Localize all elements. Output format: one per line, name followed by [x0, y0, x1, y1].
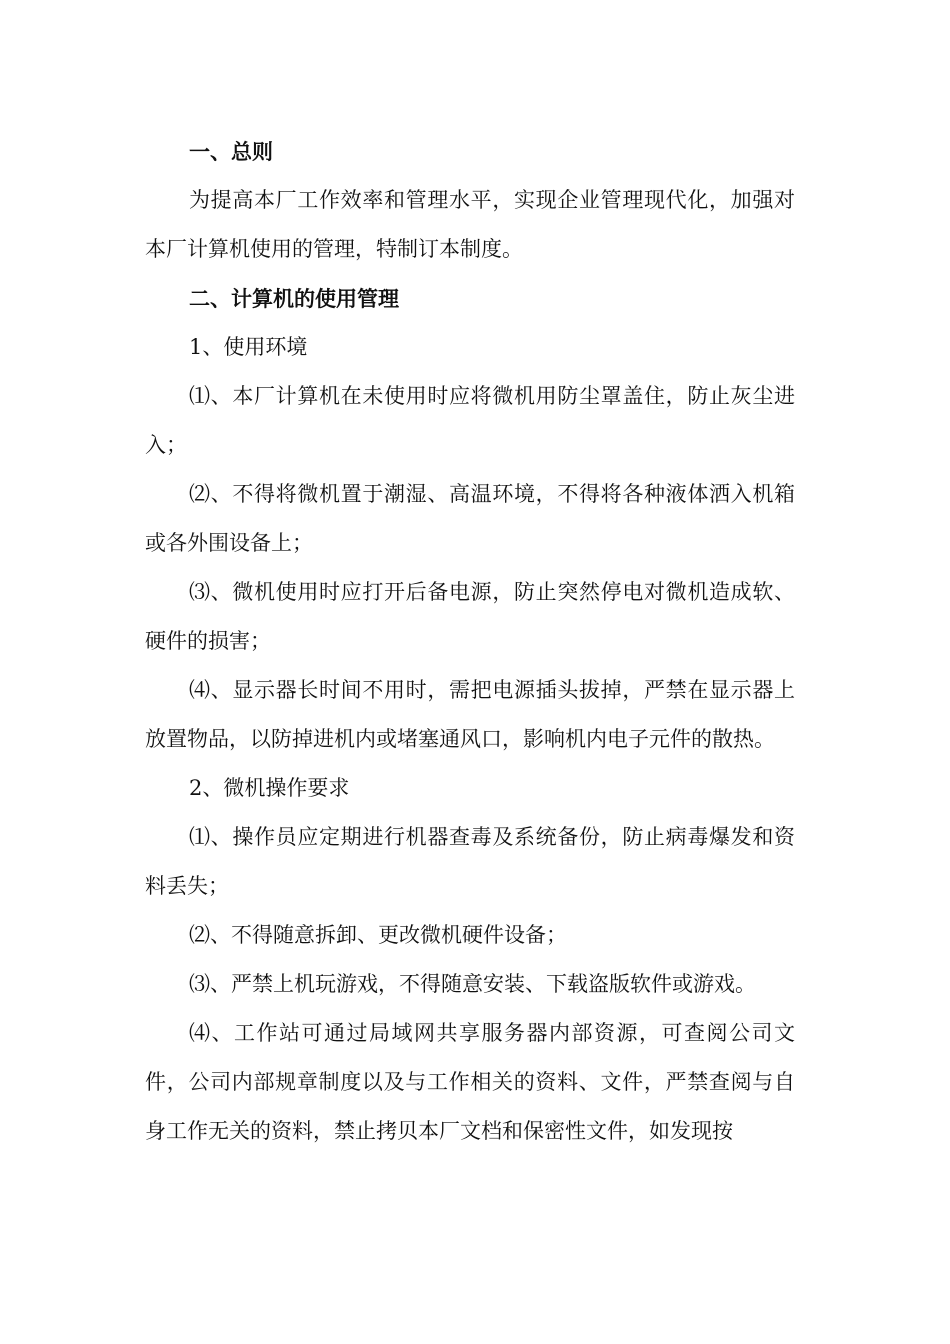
subheading-environment: 1、使用环境 — [189, 335, 308, 359]
paragraph-op-item-4: ⑷、工作站可通过局域网共享服务器内部资源，可查阅公司文件，公司内部规章制度以及与工作相关的资料、文件，严禁查阅与自身工作无关的资料，禁止拷贝本厂文档和保密性文件，如发现按 — [145, 1021, 795, 1143]
section-heading-general: 一、总则 — [189, 139, 273, 164]
section-heading-computer-usage: 二、计算机的使用管理 — [189, 286, 399, 311]
document-body — [145, 127, 795, 1156]
paragraph-env-item-1: ⑴、本厂计算机在未使用时应将微机用防尘罩盖住，防止灰尘进入； — [145, 384, 795, 457]
paragraph-env-item-3: ⑶、微机使用时应打开后备电源，防止突然停电对微机造成软、硬件的损害； — [145, 580, 795, 653]
paragraph-op-item-3: ⑶、严禁上机玩游戏，不得随意安装、下载盗版软件或游戏。 — [189, 972, 756, 996]
paragraph-op-item-1: ⑴、操作员应定期进行机器查毒及系统备份，防止病毒爆发和资料丢失； — [145, 825, 795, 898]
paragraph-env-item-2: ⑵、不得将微机置于潮湿、高温环境，不得将各种液体洒入机箱或各外围设备上； — [145, 482, 795, 555]
paragraph-purpose: 为提高本厂工作效率和管理水平，实现企业管理现代化，加强对本厂计算机使用的管理，特制订本制度。 — [145, 188, 795, 261]
paragraph-op-item-2: ⑵、不得随意拆卸、更改微机硬件设备； — [189, 923, 567, 947]
subheading-operation: 2、微机操作要求 — [189, 776, 350, 800]
paragraph-env-item-4: ⑷、显示器长时间不用时，需把电源插头拔掉，严禁在显示器上放置物品，以防掉进机内或堵塞通风口，影响机内电子元件的散热。 — [145, 678, 795, 751]
